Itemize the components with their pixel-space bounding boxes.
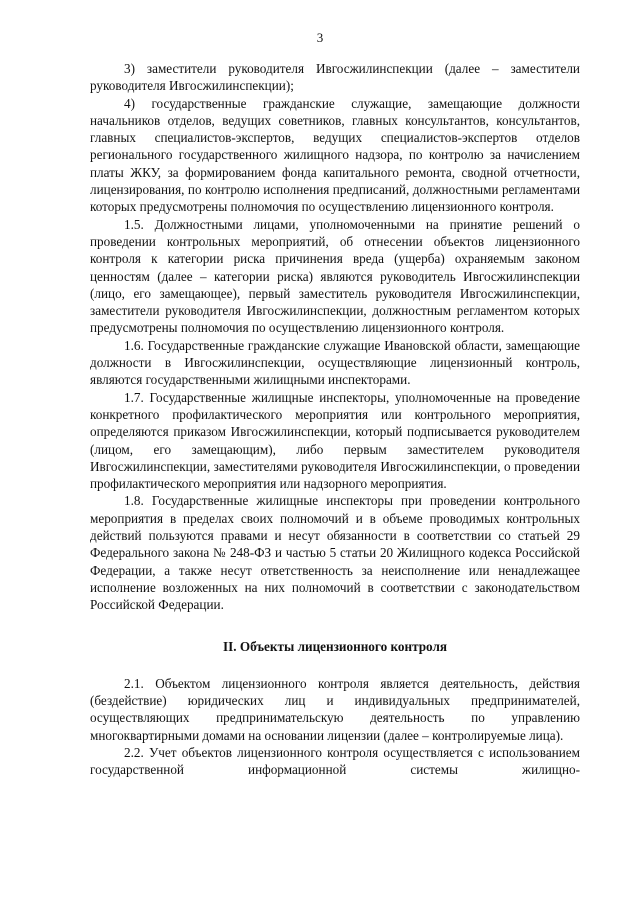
page-number: 3 [316, 30, 324, 45]
paragraph-item-4: 4) государственные гражданские служащие, замещающие должности начальников отделов, ведущих советников, главных консультантов, консультантов, главных специалистов-экспертов, ведущих специалистов-экспертов отделов регионального государственного жилищного надзора, по контролю за начислением платы ЖКУ, за формированием фонда капитального ремонта, сводной отчетности, лицензирования, по контролю исполнения предписаний, должностными регламентами которых предусмотрены полномочия по осуществлению лицензионного контроля. [90, 95, 580, 215]
paragraph-1-7: 1.7. Государственные жилищные инспекторы, уполномоченные на проведение конкретного профилактического мероприятия или контрольного мероприятия, определяются приказом Ивгосжилинспекции, который подписывается руководителем (лицом, его замещающим), либо первым заместителем руководителя Ивгосжилинспекции, заместителями руководителя Ивгосжилинспекции, о проведении профилактического мероприятия или надзорного мероприятия. [90, 389, 580, 492]
paragraph-1-5: 1.5. Должностными лицами, уполномоченными на принятие решений о проведении контрольных мероприятий, об отнесении объектов лицензионного контроля к категории риска причинения вреда (ущерба) охраняемым законом ценностям (далее – категории риска) являются руководитель Ивгосжилинспекции (лицо, его замещающее), первый заместитель руководителя Ивгосжилинспекции, заместители руководителя Ивгосжилинспекции, должностным регламентом которых предусмотрены полномочия по осуществлению лицензионного контроля. [90, 216, 580, 336]
spacer [90, 655, 580, 675]
section-heading: II. Объекты лицензионного контроля [222, 638, 447, 654]
paragraph-2-2: 2.2. Учет объектов лицензионного контроля осуществляется с использованием государственной информационной системы жилищно- [90, 744, 580, 778]
paragraph-item-3: 3) заместители руководителя Ивгосжилинспекции (далее – заместители руководителя Ивгосжилинспекции); [90, 61, 580, 94]
paragraph-1-6: 1.6. Государственные гражданские служащие Ивановской области, замещающие должности в Ивгосжилинспекции, осуществляющие лицензионный контроль, являются государственными жилищными инспекторами. [90, 337, 580, 388]
paragraph-1-8: 1.8. Государственные жилищные инспекторы при проведении контрольного мероприятия в пределах своих полномочий и в объеме проводимых контрольных действий пользуются правами и несут обязанности в соответствии со статьей 29 Федерального закона № 248-ФЗ и частью 5 статьи 20 Жилищного кодекса Российской Федерации, а также несут ответственность за неисполнение или ненадлежащее исполнение возложенных на них полномочий в соответствии с законодательством Российской Федерации. [90, 493, 580, 613]
spacer [90, 614, 580, 638]
document-body [90, 60, 580, 779]
paragraph-2-1: 2.1. Объектом лицензионного контроля является деятельность, действия (бездействие) юридических лиц и индивидуальных предпринимателей, осуществляющих предпринимательскую деятельность по управлению многоквартирными домами на основании лицензии (далее – контролируемые лица). [90, 675, 580, 743]
